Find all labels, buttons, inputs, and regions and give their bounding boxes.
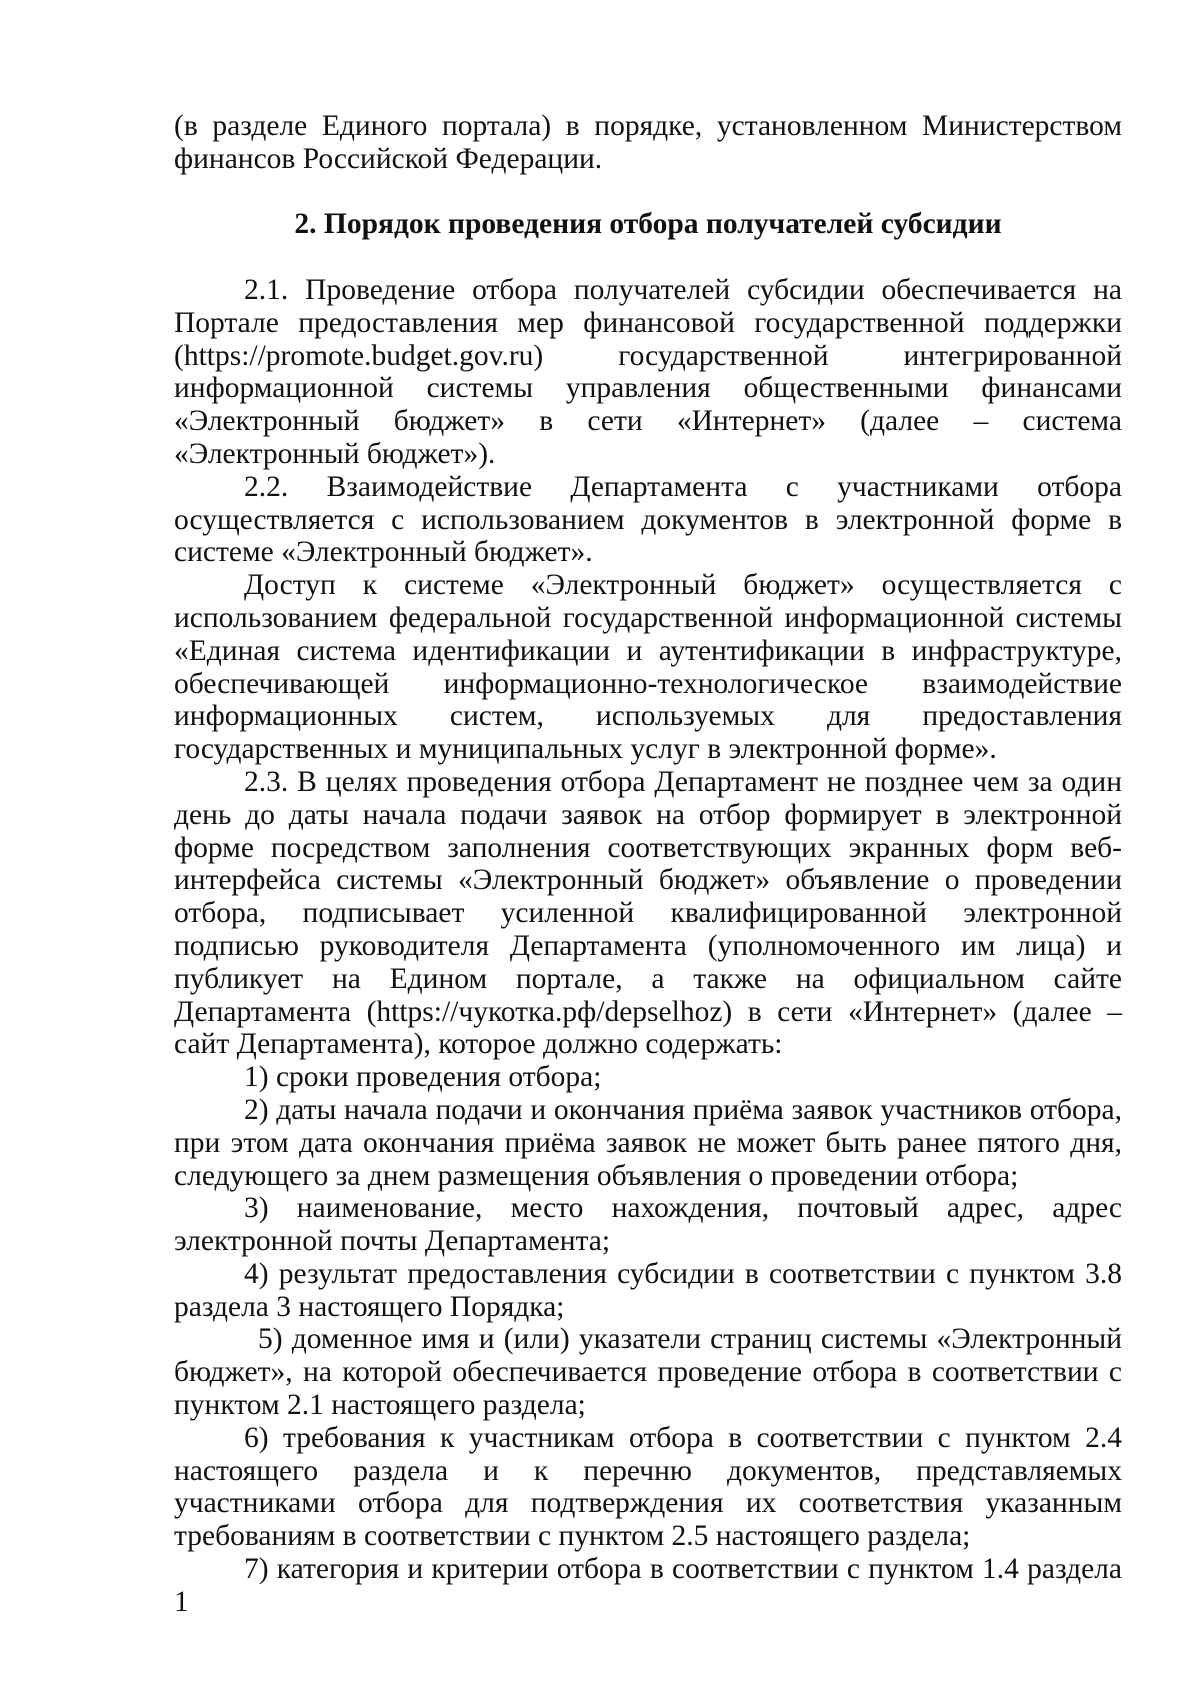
paragraph-access: Доступ к системе «Электронный бюджет» осуществляется с использованием федеральной государственной информационной системы «Единая система идентификации и аутентификации в инфраструктуре, обеспечивающей информационно-технологическое взаимодействие информационных систем, используемых для предоставления государственных и муниципальных услуг в электронной форме». <box>174 569 1122 766</box>
list-item-3: 3) наименование, место нахождения, почтовый адрес, адрес электронной почты Департамента; <box>174 1192 1122 1258</box>
intro-paragraph: (в разделе Единого портала) в порядке, установленном Министерством финансов Российской Федерации. <box>174 110 1122 175</box>
paragraph-2-3: 2.3. В целях проведения отбора Департамент не позднее чем за один день до даты начала подачи заявок на отбор формирует в электронной форме посредством заполнения соответствующих экранных форм веб-интерфейса системы «Электронный бюджет» объявление о проведении отбора, подписывает усиленной квалифицированной электронной подписью руководителя Департамента (уполномоченного им лица) и публикует на Едином портале, а также на официальном сайте Департамента (https://чукотка.рф/depselhoz) в сети «Интернет» (далее – сайт Департамента), которое должно содержать: <box>174 765 1122 1061</box>
list-item-2: 2) даты начала подачи и окончания приёма заявок участников отбора, при этом дата окончания приёма заявок не может быть ранее пятого дня, следующего за днем размещения объявления о проведении отбора; <box>174 1093 1122 1192</box>
list-item-6: 6) требования к участникам отбора в соответствии с пунктом 2.4 настоящего раздела и к перечню документов, представляемых участниками отбора для подтверждения их соответствия указанным требованиям в соответствии с пунктом 2.5 настоящего раздела; <box>174 1421 1122 1553</box>
list-item-5: 5) доменное имя и (или) указатели страниц системы «Электронный бюджет», на которой обеспечивается проведение отбора в соответствии с пунктом 2.1 настоящего раздела; <box>174 1323 1122 1422</box>
paragraph-2-1: 2.1. Проведение отбора получателей субсидии обеспечивается на Портале предоставления мер финансовой государственной поддержки (https://promote.budget.gov.ru) государственной интегрированной информационной системы управления общественными финансами «Электронный бюджет» в сети «Интернет» (далее – система «Электронный бюджет»). <box>174 273 1122 470</box>
spacer <box>174 176 1122 209</box>
spacer <box>174 241 1122 274</box>
list-item-1: 1) сроки проведения отбора; <box>244 1061 602 1094</box>
section-title: 2. Порядок проведения отбора получателей субсидии <box>294 208 1002 241</box>
document-page <box>174 110 1122 1619</box>
list-item-7: 7) категория и критерии отбора в соответствии с пунктом 1.4 раздела 1 <box>174 1553 1122 1618</box>
paragraph-2-2: 2.2. Взаимодействие Департамента с участниками отбора осуществляется с использованием документов в электронной форме в системе «Электронный бюджет». <box>174 470 1122 569</box>
list-item-4: 4) результат предоставления субсидии в соответствии с пунктом 3.8 раздела 3 настоящего Порядка; <box>174 1257 1122 1323</box>
